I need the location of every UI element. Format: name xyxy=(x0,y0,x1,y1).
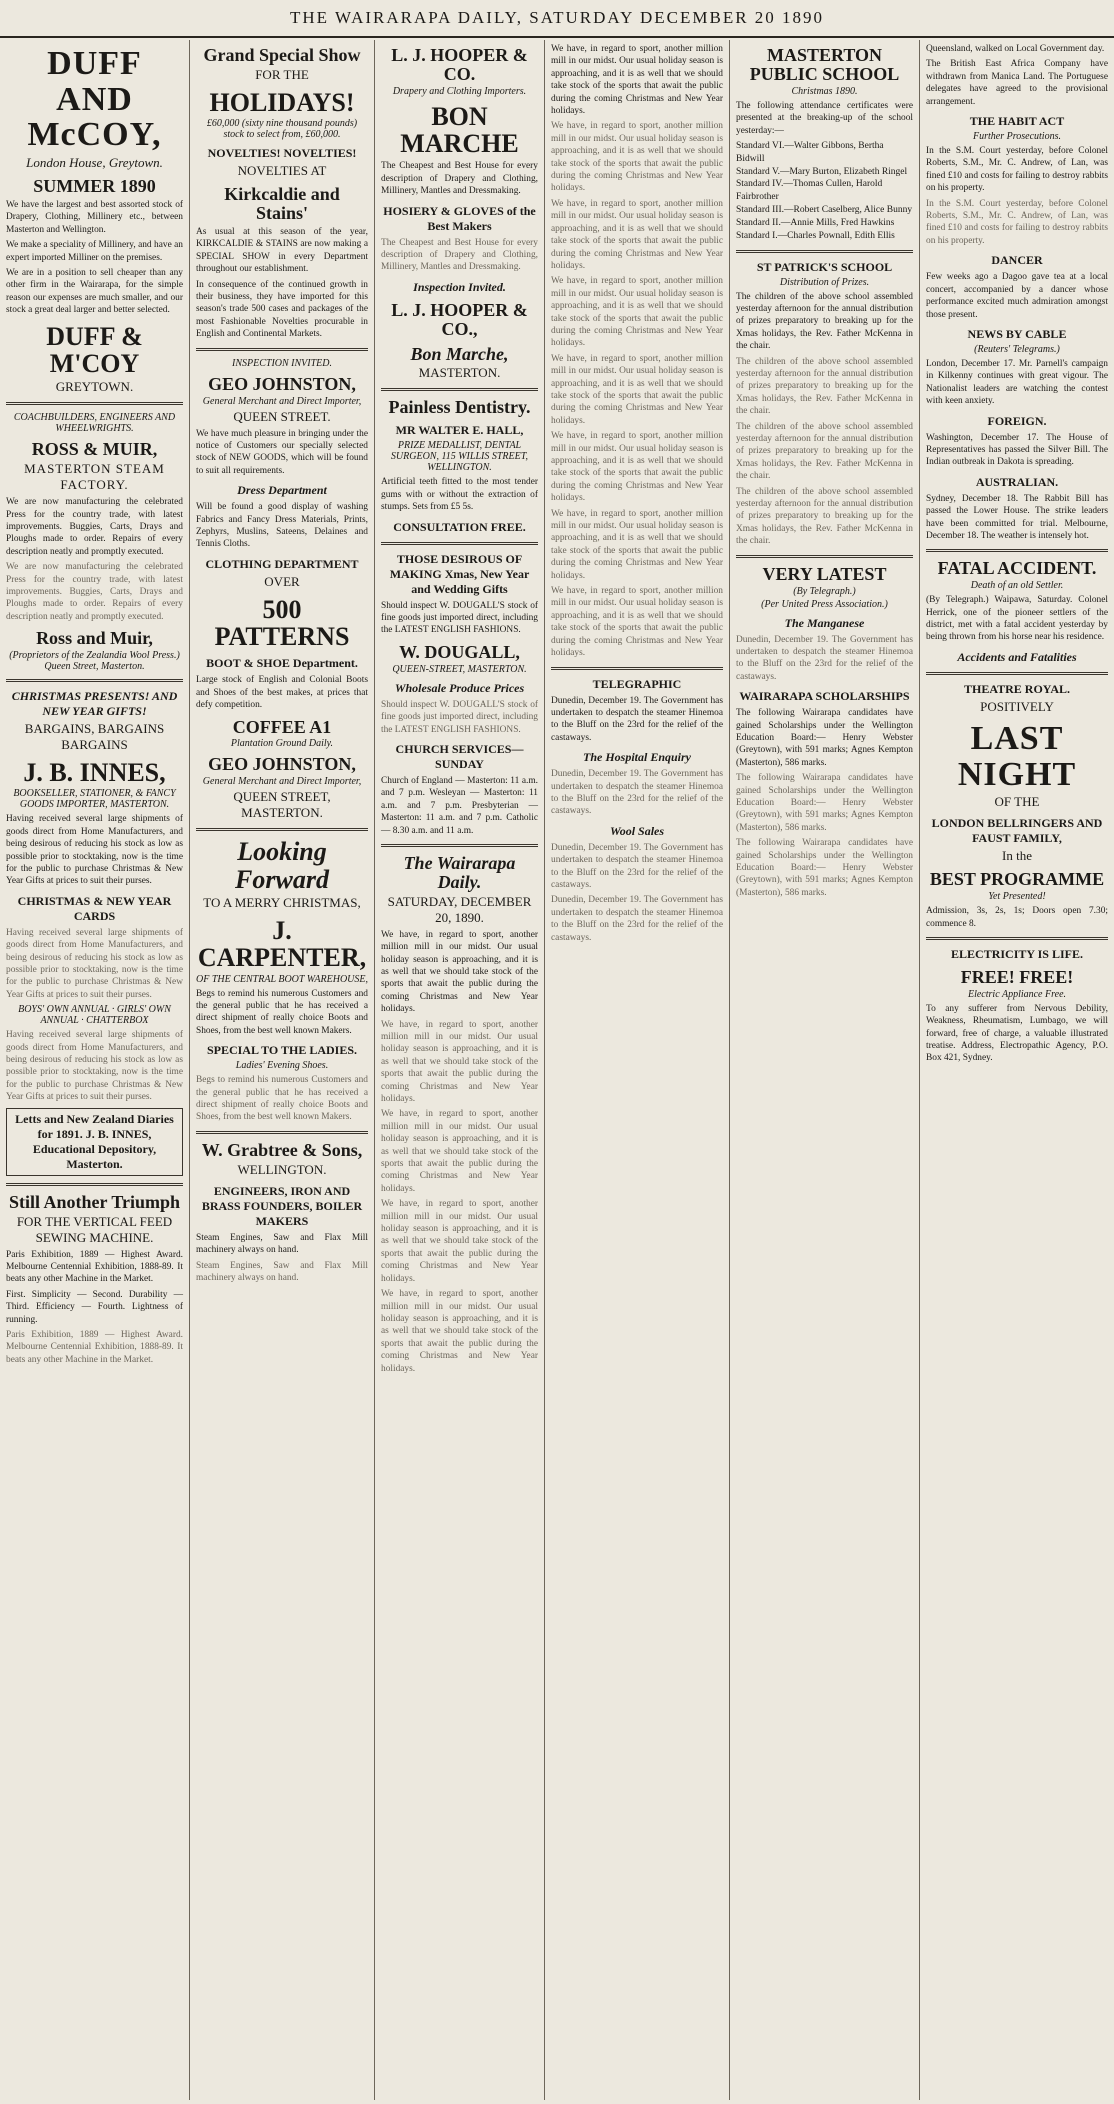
list-item: Standard VI.—Walter Gibbons, Bertha Bidwill xyxy=(736,141,884,164)
divider xyxy=(196,828,368,831)
duff-town: GREYTOWN. xyxy=(55,379,134,395)
kirk-body: As usual at this season of the year, KIRKCALDIE & STAINS are now making a SPECIAL SHOW in every Department throughout our establishment. xyxy=(196,226,368,275)
divider xyxy=(6,1183,183,1186)
list-item: Standard V.—Mary Burton, Elizabeth Ringel xyxy=(736,166,908,177)
carpenter-sub: OF THE CENTRAL BOOT WAREHOUSE, xyxy=(196,973,368,985)
duff-signature: DUFF & M'COY xyxy=(46,321,143,378)
col4-body-fill-6: We have, in regard to sport, another million mill in our midst. Our usual holiday season is approaching, and it is as well that we should take stock of the sports that await the public during the coming Christmas and New Year holidays. xyxy=(551,508,723,581)
divider xyxy=(6,679,183,682)
ross-subtitle: MASTERTON STEAM FACTORY. xyxy=(24,461,165,493)
novelties-at: NOVELTIES AT xyxy=(237,163,327,179)
innes-body-fill: Having received several large shipments of goods direct from Home Manufacturers, and being desirous of reducing his stock as low as possible prior to stocktaking, now is the time for the public to purchase Christmas & New Year Gifts at prices to suit their purses. xyxy=(6,927,183,1000)
coffee-sub: Plantation Ground Daily. xyxy=(230,738,334,750)
ross-body-fill: We are now manufacturing the celebrated Press for the country trade, with latest improvements. Buggies, Carts, Drays and Ploughs made to order. Repairs of every description neatly and promptly executed. xyxy=(6,562,183,622)
wool-heading: Wool Sales xyxy=(609,823,665,838)
manganese-heading: The Manganese xyxy=(784,615,865,630)
ross-title: ROSS & MUIR, xyxy=(31,439,158,460)
tele-heading: TELEGRAPHIC xyxy=(592,676,682,691)
leader-fill-2: We have, in regard to sport, another million mill in our midst. Our usual holiday season is approaching, and it is as well that we should take stock of the sports that await the public during the coming Christmas and New Year holidays. xyxy=(381,1109,538,1194)
church-heading: CHURCH SERVICES—SUNDAY xyxy=(395,741,524,771)
paper-date: SATURDAY, DECEMBER 20, 1890. xyxy=(387,893,532,925)
wholesale-fill: Should inspect W. DOUGALL'S stock of fine goods just imported direct, including the LATEST ENGLISH FASHIONS. xyxy=(381,699,538,735)
coffee-heading: COFFEE A1 xyxy=(232,716,332,737)
habit-heading: THE HABIT ACT xyxy=(969,114,1065,129)
free-heading: FREE! FREE! xyxy=(960,966,1074,987)
bon2-title: Bon Marche, xyxy=(410,343,509,364)
triumph-footer: First. Simplicity — Second. Durability — Third. Efficiency — Fourth. Lightness of running. xyxy=(6,1289,183,1325)
electric-sub: Electric Appliance Free. xyxy=(967,988,1067,1000)
school-title: MASTERTON PUBLIC SCHOOL xyxy=(749,45,900,84)
habit-fill: In the S.M. Court yesterday, before Colonel Roberts, S.M., Mr. C. Andrew, of Lan, was fined £10 and costs for failing to destroy rabbits on his property. xyxy=(926,198,1108,246)
founders-heading: ENGINEERS, IRON AND BRASS FOUNDERS, BOILER MAKERS xyxy=(201,1183,363,1228)
divider xyxy=(381,388,538,391)
summer-heading: SUMMER 1890 xyxy=(33,176,156,197)
stp-body: The children of the above school assembled yesterday afternoon for the annual distribution of prizes preparatory to breaking up for the Xmas holidays, the Rev. Father McKenna in the chair. xyxy=(736,291,913,352)
col4-body-fill-2: We have, in regard to sport, another million mill in our midst. Our usual holiday season is approaching, and it is as well that we should take stock of the sports that await the public during the coming Christmas and New Year holidays. xyxy=(551,198,723,271)
dentist-name: MR WALTER E. HALL, xyxy=(395,423,524,438)
painless-title: Painless Dentistry. xyxy=(388,397,531,418)
divider xyxy=(196,348,368,351)
hospital-heading: The Hospital Enquiry xyxy=(582,750,692,765)
leader-fill-3: We have, in regard to sport, another million mill in our midst. Our usual holiday season is approaching, and it is as well that we should take stock of the sports that await the public during the coming Christmas and New Year holidays. xyxy=(381,1199,538,1284)
carpenter-body: Begs to remind his numerous Customers and the general public that he has received a direct shipment of really choice Boots and Shoes, from the best well known Makers. xyxy=(196,988,368,1036)
dress-heading: Dress Department xyxy=(237,483,327,498)
geo1-title: GEO JOHNSTON, xyxy=(208,373,356,394)
grabtree-sub: WELLINGTON. xyxy=(237,1161,327,1177)
of-the-line: OF THE xyxy=(994,794,1040,810)
column-6 xyxy=(920,40,1114,2100)
divider xyxy=(551,667,723,670)
school-body: The following attendance certificates were presented at the breaking-up of the school yesterday:— xyxy=(736,100,913,136)
australian-heading: AUSTRALIAN. xyxy=(975,474,1059,489)
ladies-heading: SPECIAL TO THE LADIES. xyxy=(206,1043,358,1058)
steam-fill: Steam Engines, Saw and Flax Mill machinery always on hand. xyxy=(196,1260,368,1283)
divider xyxy=(736,555,913,558)
stp-fill: The children of the above school assembled yesterday afternoon for the annual distribution of prizes preparatory to breaking up for the Xmas holidays, the Rev. Father McKenna in the chair. xyxy=(736,356,913,417)
ross2-subtitle: (Proprietors of the Zealandia Wool Press.) Queen Street, Masterton. xyxy=(9,650,180,673)
column-3 xyxy=(375,40,545,2100)
dress-body: Will be found a good display of washing Fabrics and Fancy Dress Materials, Prints, Zephyrs, Muslins, Sateens, Delaines and Tennis Cloths. xyxy=(196,502,368,550)
kirk-body-2: In consequence of the continued growth in their business, they have imported for this season's trade 500 cases and packages of the most Fashionable Novelties procurable in English and Continental Markets. xyxy=(196,279,368,340)
leader-fill-1: We have, in regard to sport, another million mill in our midst. Our usual holiday season is approaching, and it is as well that we should take stock of the sports that await the public during the coming Christmas and New Year holidays. xyxy=(381,1019,538,1105)
xmas-heading: THOSE DESIROUS OF MAKING Xmas, New Year and Wedding Gifts xyxy=(389,551,530,596)
bargains-line: BARGAINS, BARGAINS BARGAINS xyxy=(24,721,165,753)
news-heading: NEWS BY CABLE xyxy=(967,326,1067,341)
foreign-body: Washington, December 17. The House of Representatives has passed the Silver Bill. The Indian outbreak in Dakota is spreading. xyxy=(926,432,1108,468)
duff-title: DUFF AND McCOY, xyxy=(27,45,162,154)
hospital-fill: Dunedin, December 19. The Government has undertaken to despatch the steamer Hinemoa to the Bluff on the 23rd for the relief of the castaways. xyxy=(551,769,723,817)
bonmarche-title: BON MARCHE xyxy=(400,101,519,159)
accident-body: (By Telegraph.) Waipawa, Saturday. Colonel Herrick, one of the pioneer settlers of the district, met with a fatal accident yesterday by being thrown from his horse near his residence. xyxy=(926,595,1108,643)
duff-body-3: We are in a position to sell cheaper than any other firm in the Wairarapa, for the simple reason our expenses are much smaller, and our stock a great deal larger and better selected. xyxy=(6,267,183,316)
col4-body-fill-5: We have, in regard to sport, another million mill in our midst. Our usual holiday season is approaching, and it is as well that we should take stock of the sports that await the public during the coming Christmas and New Year holidays. xyxy=(551,431,723,504)
divider xyxy=(926,549,1108,552)
latest-heading: VERY LATEST xyxy=(762,563,887,584)
divider xyxy=(6,402,183,405)
prices-line: Admission, 3s, 2s, 1s; Doors open 7.30; commence 8. xyxy=(926,906,1108,929)
bellringers-heading: LONDON BELLRINGERS AND FAUST FAMILY, xyxy=(931,816,1103,846)
hooper-sub: Drapery and Clothing Importers. xyxy=(392,85,527,97)
school-date: Christmas 1890. xyxy=(791,85,858,97)
theatre-heading: THEATRE ROYAL. xyxy=(963,681,1071,696)
electricity-heading: ELECTRICITY IS LIFE. xyxy=(951,946,1083,961)
books-line: BOYS' OWN ANNUAL · GIRLS' OWN ANNUAL · CHATTERBOX xyxy=(18,1004,171,1027)
list-item: Standard IV.—Thomas Cullen, Harold Fairbrother xyxy=(736,179,883,203)
triumph-subtitle: FOR THE VERTICAL FEED SEWING MACHINE. xyxy=(16,1213,173,1245)
telegraph-line: (By Telegraph.) xyxy=(793,585,856,597)
looking-title: Looking Forward xyxy=(235,837,329,894)
innes-footer: Letts and New Zealand Diaries for 1891. J. B. INNES, Educational Depository, Masterton. xyxy=(6,1108,183,1176)
divider xyxy=(926,672,1108,675)
col4-body-fill: We have, in regard to sport, another million mill in our midst. Our usual holiday season is approaching, and it is as well that we should take stock of the sports that await the public during the coming Christmas and New Year holidays. xyxy=(551,121,723,194)
manganese-fill: Dunedin, December 19. The Government has undertaken to despatch the steamer Hinemoa to the Bluff on the 23rd for the relief of the castaways. xyxy=(736,634,913,682)
lastnight-heading: LAST NIGHT xyxy=(957,719,1077,793)
wscholar-fill: The following Wairarapa candidates have gained Scholarships under the Wellington Education Board:— Henry Webster (Greytown), with 591 marks; Agnes Kempton (Masterton), 586 marks. xyxy=(736,773,913,833)
masterton-line: MASTERTON. xyxy=(418,365,501,381)
evening-line: Ladies' Evening Shoes. xyxy=(235,1060,329,1072)
duff-body-2: We make a speciality of Millinery, and have an expert imported Milliner on the premises. xyxy=(6,240,183,263)
hosiery-heading: HOSIERY & GLOVES of the Best Makers xyxy=(383,203,536,233)
triumph-fill: Paris Exhibition, 1889 — Highest Award. Melbourne Centennial Exhibition, 1888-89. It beats any other Machine in the Market. xyxy=(6,1329,183,1365)
duff-subtitle: London House, Greytown. xyxy=(26,155,163,171)
accident-sub: Death of an old Settler. xyxy=(970,580,1064,592)
divider xyxy=(736,250,913,253)
kirkcaldie-title: Kirkcaldie and Stains' xyxy=(224,184,340,224)
positively-line: POSITIVELY xyxy=(980,698,1054,714)
pieces-heading: 500 PATTERNS xyxy=(214,594,350,652)
geo1-street: QUEEN STREET. xyxy=(233,408,331,424)
paper-title: The Wairarapa Daily. xyxy=(403,852,516,892)
list-item: Standard I.—Charles Pownall, Edith Ellis xyxy=(736,230,895,241)
geo1-body: We have much pleasure in bringing under the notice of Customers our specially selected stock of NEW GOODS, which will be found to suit all requirements. xyxy=(196,428,368,476)
triumph-body: Paris Exhibition, 1889 — Highest Award. Melbourne Centennial Exhibition, 1888-89. It beats any other Machine in the Market. xyxy=(6,1249,183,1285)
habit-body: In the S.M. Court yesterday, before Colonel Roberts, S.M., Mr. C. Andrew, of Lan, was fined £10 and costs for failing to destroy rabbits on his property. xyxy=(926,146,1108,194)
wscholar-fill-2: The following Wairarapa candidates have gained Scholarships under the Wellington Education Board:— Henry Webster (Greytown), with 591 marks; Agnes Kempton (Masterton), 586 marks. xyxy=(736,838,913,898)
column-4 xyxy=(545,40,730,2100)
col4-body-lead: We have, in regard to sport, another million mill in our midst. Our usual holiday season is approaching, and it is as well that we should take stock of the sports that await the public during the coming Christmas and New Year holidays. xyxy=(551,44,723,117)
bon-fill: The Cheapest and Best House for every description of Drapery and Clothing, Millinery, Mantles and Dressmaking. xyxy=(381,237,538,273)
stp-fill-3: The children of the above school assembled yesterday afternoon for the annual distribution of prizes preparatory to breaking up for the Xmas holidays, the Rev. Father McKenna in the chair. xyxy=(736,486,913,547)
innes-body: Having received several large shipments of goods direct from Home Manufacturers, and being desirous of reducing his stock as low as possible prior to stocktaking, now is the time for the public to purchase Christmas & New Year Gifts at prices to suit their purses. xyxy=(6,814,183,887)
col4-body-fill-7: We have, in regard to sport, another million mill in our midst. Our usual holiday season is approaching, and it is as well that we should take stock of the sports that await the public during the coming Christmas and New Year holidays. xyxy=(551,586,723,659)
foreign-heading: FOREIGN. xyxy=(987,413,1047,428)
merry-line: TO A MERRY CHRISTMAS, xyxy=(203,894,361,910)
col4-body-fill-4: We have, in regard to sport, another million mill in our midst. Our usual holiday season is approaching, and it is as well that we should take stock of the sports that await the public during the coming Christmas and New Year holidays. xyxy=(551,353,723,426)
xmas-body: Should inspect W. DOUGALL'S stock of fine goods just imported direct, including the LATEST ENGLISH FASHIONS. xyxy=(381,600,538,636)
dougall-title: W. DOUGALL, xyxy=(399,641,520,662)
dancer-heading: DANCER xyxy=(991,253,1043,268)
wscholar-heading: WAIRARAPA SCHOLARSHIPS xyxy=(739,689,910,704)
in-the-line: In the xyxy=(1002,848,1032,864)
masthead: THE WAIRARAPA DAILY, SATURDAY DECEMBER 20 1890 xyxy=(0,0,1114,38)
stp-sub: Distribution of Prizes. xyxy=(779,276,870,288)
programme-heading: BEST PROGRAMME xyxy=(929,869,1105,890)
church-body: Church of England — Masterton: 11 a.m. and 7 p.m. Wesleyan — Masterton: 11 a.m. and 7 p.m. Presbyterian — Masterton: 11 a.m. and 7 p.m. Catholic — 8.30 a.m. and 11 a.m. xyxy=(381,775,538,836)
bon-body: The Cheapest and Best House for every description of Drapery and Clothing, Millinery, Mantles and Dressmaking. xyxy=(381,161,538,197)
grabtree-title: W. Grabtree & Sons, xyxy=(201,1139,363,1160)
column-5 xyxy=(730,40,920,2100)
innes-title: J. B. INNES, xyxy=(23,758,166,788)
column-2 xyxy=(190,40,375,2100)
dentist-sub: PRIZE MEDALLIST, DENTAL SURGEON, 115 WILLIS STREET, WELLINGTON. xyxy=(390,440,529,474)
novelties-heading: NOVELTIES! NOVELTIES! xyxy=(207,146,357,161)
standards-list xyxy=(736,140,913,243)
leader-body: We have, in regard to sport, another million mill in our midst. Our usual holiday season is approaching, and it is as well that we should take stock of the sports that await the public during the coming Christmas and New Year holidays. xyxy=(381,929,538,1015)
boot-heading: BOOT & SHOE Department. xyxy=(206,656,358,671)
wholesale-heading: Wholesale Produce Prices xyxy=(394,680,525,695)
divider xyxy=(926,937,1108,940)
geo2-street: QUEEN STREET, MASTERTON. xyxy=(233,789,331,821)
consultation-line: CONSULTATION FREE. xyxy=(393,519,526,534)
list-item: Standard III.—Robert Caselberg, Alice Bunny xyxy=(736,205,913,216)
column-1 xyxy=(0,40,190,2100)
geo1-subtitle: General Merchant and Direct Importer, xyxy=(202,395,362,407)
inspection-heading: Inspection Invited. xyxy=(413,279,506,294)
col4-body-fill-3: We have, in regard to sport, another million mill in our midst. Our usual holiday season is approaching, and it is as well that we should take stock of the sports that await the public during the coming Christmas and New Year holidays. xyxy=(551,276,723,349)
ross2-title: Ross and Muir, xyxy=(36,628,153,649)
hooper2-title: L. J. HOOPER & CO., xyxy=(391,299,528,339)
divider xyxy=(381,542,538,545)
c6-body-1: The British East Africa Company have withdrawn from Manica Land. The Portuguese delegates have agreed to the provisional arrangement. xyxy=(926,59,1108,107)
boot-body: Large stock of English and Colonial Boots and Shoes of the best makes, at prices that defy competition. xyxy=(196,675,368,711)
christmas-heading: CHRISTMAS PRESENTS! AND NEW YEAR GIFTS! xyxy=(11,689,178,719)
innes-body-fill-2: Having received several large shipments of goods direct from Home Manufacturers, and being desirous of reducing his stock as low as possible prior to stocktaking, now is the time for the public to purchase Christmas & New Year Gifts at prices to suit their purses. xyxy=(6,1030,183,1103)
assoc-line: (Per United Press Association.) xyxy=(761,598,888,610)
cable-sub: (Reuters' Telegrams.) xyxy=(974,343,1060,355)
duff-body-1: We have the largest and best assorted stock of Drapery, Clothing, Millinery etc., between Masterton and Wellington. xyxy=(6,199,183,235)
divider xyxy=(196,1131,368,1134)
electric-body: To any sufferer from Nervous Debility, Weakness, Rheumatism, Lumbago, we will forward, free of charge, a valuable illustrated treatise. Address, Electropathic Agency, P.O. Box 421, Sydney. xyxy=(926,1003,1108,1064)
dentist-body: Artificial teeth fitted to the most tender gums with or without the extraction of stumps. Sets from £5 5s. xyxy=(381,477,538,513)
hooper-title: L. J. HOOPER & CO. xyxy=(391,45,528,84)
clothing-heading: CLOTHING DEPARTMENT xyxy=(205,556,359,571)
cards-heading: CHRISTMAS & NEW YEAR CARDS xyxy=(17,893,172,923)
innes-subtitle: BOOKSELLER, STATIONER, & FANCY GOODS IMPORTER, MASTERTON. xyxy=(13,788,176,811)
pieces-pre: OVER xyxy=(264,573,300,589)
dancer-body: Few weeks ago a Dagoo gave tea at a local concert, accompanied by a dancer whose performance excited much admiration amongst those present. xyxy=(926,272,1108,320)
geo2-subtitle: General Merchant and Direct Importer, xyxy=(202,776,362,788)
accidents-heading: Accidents and Fatalities xyxy=(957,649,1077,664)
wscholar-body: The following Wairarapa candidates have gained Scholarships under the Wellington Education Board:— Henry Webster (Greytown), with 591 marks; Agnes Kempton (Masterton), 586 marks. xyxy=(736,708,913,768)
grand-title: Grand Special Show xyxy=(203,45,361,65)
steam-body: Steam Engines, Saw and Flax Mill machinery always on hand. xyxy=(196,1232,368,1256)
wool-fill: Dunedin, December 19. The Government has undertaken to despatch the steamer Hinemoa to the Bluff on the 23rd for the relief of the castaways. xyxy=(551,842,723,890)
leader-fill-4: We have, in regard to sport, another million mill in our midst. Our usual holiday season is approaching, and it is as well that we should take stock of the sports that await the public during the coming Christmas and New Year holidays. xyxy=(381,1289,538,1374)
grand-for: FOR THE xyxy=(255,66,309,82)
c6-top: Queensland, walked on Local Government day. xyxy=(926,44,1105,54)
holidays-title: HOLIDAYS! xyxy=(209,87,355,117)
divider xyxy=(381,844,538,847)
tele-body: Dunedin, December 19. The Government has undertaken to despatch the steamer Hinemoa to the Bluff on the 23rd for the relief of the castaways. xyxy=(551,695,723,743)
inspection-line: INSPECTION INVITED. xyxy=(232,357,332,369)
accident-heading: FATAL ACCIDENT. xyxy=(937,558,1097,579)
ross-preheading: COACHBUILDERS, ENGINEERS AND WHEELWRIGHTS. xyxy=(13,412,176,435)
aus-body: Sydney, December 18. The Rabbit Bill has passed the Lower House. The strike leaders have been committed for trial. Melbourne, December 18. The weather is intensely hot. xyxy=(926,493,1108,541)
ross-body: We are now manufacturing the celebrated Press for the country trade, with latest improvements. Buggies, Carts, Drays and Ploughs made to order. Repairs of every description neatly and promptly executed. xyxy=(6,497,183,557)
habit-sub: Further Prosecutions. xyxy=(973,131,1061,143)
yet-line: Yet Presented! xyxy=(988,891,1046,903)
list-item: Standard II.—Annie Mills, Fred Hawkins xyxy=(736,217,895,228)
stp-heading: ST PATRICK'S SCHOOL xyxy=(756,259,893,274)
dougall-sub: QUEEN-STREET, MASTERTON. xyxy=(392,663,527,675)
carpenter-title: J. CARPENTER, xyxy=(197,915,367,973)
triumph-title: Still Another Triumph xyxy=(8,1191,181,1212)
carpenter-fill: Begs to remind his numerous Customers and the general public that he has received a direct shipment of really choice Boots and Shoes, from the best well known Makers. xyxy=(196,1075,368,1123)
geo2-title: GEO JOHNSTON, xyxy=(208,754,356,775)
wool-fill-2: Dunedin, December 19. The Government has undertaken to despatch the steamer Hinemoa to the Bluff on the 23rd for the relief of the castaways. xyxy=(551,895,723,943)
grand-note: £60,000 (sixty nine thousand pounds) stock to select from, £60,000. xyxy=(206,118,358,141)
stp-fill-2: The children of the above school assembled yesterday afternoon for the annual distribution of prizes preparatory to breaking up for the Xmas holidays, the Rev. Father McKenna in the chair. xyxy=(736,421,913,482)
cable-body: London, December 17. Mr. Parnell's campaign in Kilkenny continues with great vigour. The Nationalist leaders are watching the contest with keen anxiety. xyxy=(926,358,1108,407)
